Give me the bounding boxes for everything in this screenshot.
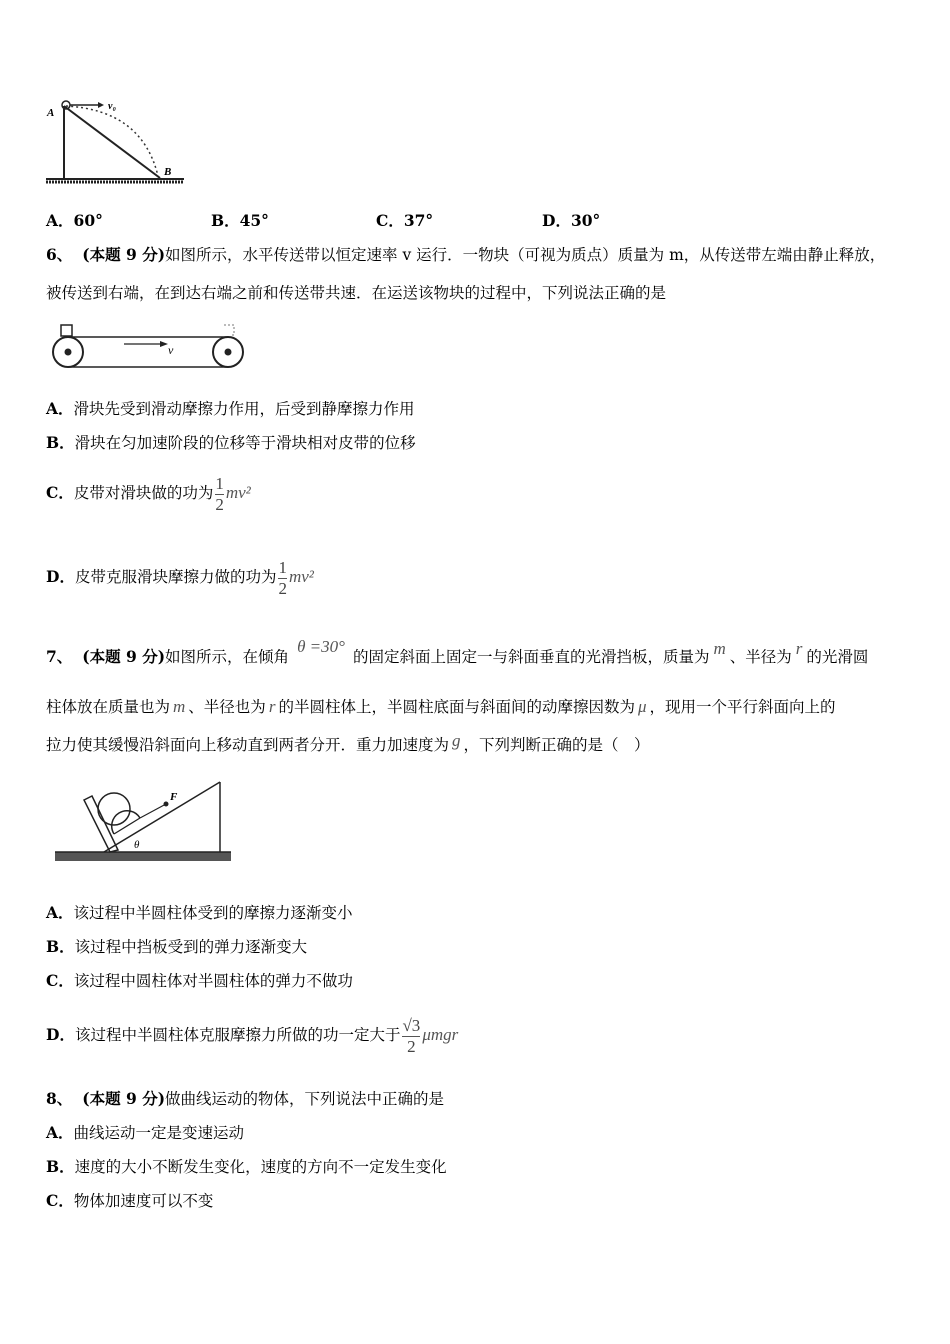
q7-label-f: F (170, 791, 178, 803)
q6-formula-d: $\frac{1}{2}$ (278, 557, 287, 598)
q6-formula-c: $\frac{1}{2}$ (215, 473, 224, 514)
q6-option-a[interactable]: A．滑块先受到滑动摩擦力作用，后受到静摩擦力作用 (46, 399, 415, 418)
q8-option-a[interactable]: A．曲线运动一定是变速运动 (46, 1123, 245, 1142)
q6-stem-line1 (46, 244, 885, 266)
q6-number: 6、 (46, 245, 73, 264)
q6-stem-2: 被传送到右端，在到达右端之前和传送带共速．在运送该物块的过程中，下列说法正确的是 (46, 284, 667, 302)
projectile-incline-figure (42, 96, 192, 188)
q7-formula-d: $\frac{√3}{2}$ (402, 1015, 421, 1056)
q7-option-a[interactable]: A．该过程中半圆柱体受到的摩擦力逐渐变小 (46, 903, 353, 922)
q7-option-c[interactable]: C．该过程中圆柱体对半圆柱体的弹力不做功 (46, 971, 353, 990)
q7-stem-line3: 拉力使其缓慢沿斜面向上移动直到两者分开．重力加速度为 g ，下列判断正确的是（ ） (46, 731, 650, 754)
q8-stem: 8、 (本题 9 分)做曲线运动的物体，下列说法中正确的是 (46, 1089, 445, 1108)
q7-option-b[interactable]: B．该过程中挡板受到的弹力逐渐变大 (46, 937, 308, 956)
q6-label-v: v (168, 343, 174, 357)
prev-option-d[interactable]: D．30° (542, 211, 601, 230)
q7-option-d[interactable]: D．该过程中半圆柱体克服摩擦力所做的功一定大于 $\frac{√3}{2}$ μmgr (46, 1015, 459, 1056)
q6-stem-1: 如图所示，水平传送带以恒定速率 v 运行．一物块（可视为质点）质量为 m，从传送带左端由静止释放， (165, 246, 886, 264)
prev-option-a[interactable]: A．60° (46, 211, 103, 230)
prev-option-b[interactable]: B．45° (211, 211, 269, 230)
q7-stem-line2: 柱体放在质量也为 m 、半径也为 r 的半圆柱体上，半圆柱底面与斜面间的动摩擦因数为 μ ，现用一个平行斜面向上的 (46, 697, 836, 716)
q6-option-c[interactable]: C．皮带对滑块做的功为 $\frac{1}{2}$ mv² (46, 473, 251, 514)
incline-cylinder-figure (52, 776, 234, 866)
conveyor-belt-figure (48, 322, 248, 372)
q7-label-theta: θ (134, 839, 140, 851)
label-v0: v₀ (108, 101, 116, 112)
q8-option-b[interactable]: B．速度的大小不断发生变化，速度的方向不一定发生变化 (46, 1157, 447, 1176)
q7-stem-line1: 7、 (本题 9 分)如图所示，在倾角θ =30°的固定斜面上固定一与斜面垂直的光滑挡板，质量为 m 、半径为 r 的光滑圆 (46, 637, 869, 666)
label-b: B (164, 166, 172, 178)
label-a: A (47, 107, 55, 119)
q6-option-d[interactable]: D．皮带克服滑块摩擦力做的功为 $\frac{1}{2}$ mv² (46, 557, 314, 598)
q6-points: (本题 9 分) (82, 245, 166, 264)
q8-option-c[interactable]: C．物体加速度可以不变 (46, 1191, 214, 1210)
q6-option-b[interactable]: B．滑块在匀加速阶段的位移等于滑块相对皮带的位移 (46, 433, 416, 452)
prev-option-c[interactable]: C．37° (376, 211, 434, 230)
q6-stem-line2 (46, 282, 666, 304)
